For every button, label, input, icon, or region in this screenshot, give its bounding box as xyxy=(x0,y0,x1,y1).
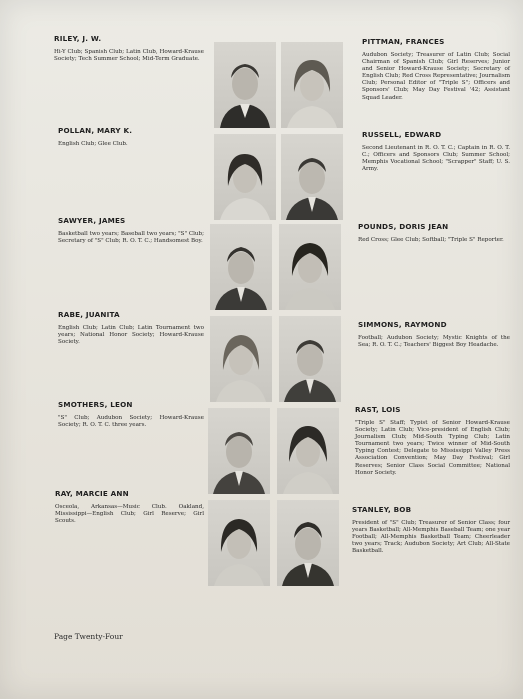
entry-ray xyxy=(55,489,204,525)
entry-pittman xyxy=(362,37,510,102)
portrait-smothers xyxy=(208,408,270,494)
portrait-rast xyxy=(277,408,339,494)
portrait-russell xyxy=(281,134,343,220)
entry-pollan xyxy=(58,126,204,148)
entry-rabe xyxy=(58,310,204,346)
portrait-riley xyxy=(214,42,276,128)
student-activities: Audubon Society; Treasurer of Latin Club; Social Chairman of Spanish Club; Girl Reserves; Junior and Senior Howard-Krause Society; Secretary of English Club; Red Cross Representative; Journalism Club; Personal Editor of "Triple S"; Officers and Sponsors' Club; May Day Festival '42; Assistant Squad Leader. xyxy=(362,52,510,101)
entry-russell xyxy=(362,130,510,173)
student-name: SAWYER, JAMES xyxy=(58,216,126,225)
student-activities: English Club; Latin Club; Latin Tournament two years; National Honor Society; Howard-Krause Society. xyxy=(58,325,204,346)
student-name: RAST, LOIS xyxy=(355,405,401,414)
student-name: PITTMAN, FRANCES xyxy=(362,37,445,46)
portrait-stanley xyxy=(277,500,339,586)
student-activities: Football; Audubon Society; Mystic Knights of the Sea; R. O. T. C.; Teachers' Biggest Boy Headache. xyxy=(358,335,510,349)
student-activities: English Club; Glee Club. xyxy=(58,141,128,147)
entry-riley xyxy=(54,34,204,63)
portrait-ray xyxy=(208,500,270,586)
student-name: RABE, JUANITA xyxy=(58,310,120,319)
page-number: Page Twenty-Four xyxy=(54,632,123,641)
student-activities: President of "S" Club; Treasurer of Senior Class; four years Basketball; All-Memphis Baseball Team; one year Football; All-Memphis Basketball Team; Cheerleader two years; Track; Audubon Society; Art Club; All-State Basketball. xyxy=(352,520,510,555)
student-name: RAY, MARCIE ANN xyxy=(55,489,129,498)
student-name: STANLEY, BOB xyxy=(352,505,412,514)
student-name: SMOTHERS, LEON xyxy=(58,400,133,409)
student-activities: "S" Club; Audubon Society; Howard-Krause Society; R. O. T. C. three years. xyxy=(58,415,204,429)
student-activities: Second Lieutenant in R. O. T. C.; Captain in R. O. T. C.; Officers and Sponsors Club; Summer School; Memphis Vocational School; "Scrapper" Staff; U. S. Army. xyxy=(362,145,510,173)
student-name: SIMMONS, RAYMOND xyxy=(358,320,447,329)
entry-smothers xyxy=(58,400,204,429)
student-name: POLLAN, MARY K. xyxy=(58,126,133,135)
entry-simmons xyxy=(358,320,510,349)
student-activities: "Triple S" Staff; Typist of Senior Howard-Krause Society; Latin Club; Vice-president of English Club; Journalism Club; Mid-South Typing Club; Latin Tournament two years; Twice winner of Mid-South Typing Contest; Delegate to Mississippi Valley Press Association Convention; May Day Festival; Girl Reserves; Senior Class Social Committee; National Honor Society. xyxy=(355,420,510,476)
student-activities: Basketball two years; Baseball two years; "S" Club; Secretary of "S" Club; R. O. T. C.; Handsomest Boy. xyxy=(58,231,204,245)
entry-sawyer xyxy=(58,216,204,245)
portrait-sawyer xyxy=(210,224,272,310)
entry-stanley xyxy=(352,505,510,555)
student-name: RUSSELL, EDWARD xyxy=(362,130,442,139)
entry-pounds xyxy=(358,222,510,244)
student-name: RILEY, J. W. xyxy=(54,34,102,43)
portrait-pittman xyxy=(281,42,343,128)
portrait-simmons xyxy=(279,316,341,402)
portrait-rabe xyxy=(210,316,272,402)
portrait-pounds xyxy=(279,224,341,310)
student-activities: Osceola, Arkansas—Music Club. Oakland, Mississippi—English Club; Girl Reserve; Girl Scouts. xyxy=(55,504,204,525)
student-name: POUNDS, DORIS JEAN xyxy=(358,222,449,231)
student-activities: Hi-Y Club; Spanish Club; Latin Club, Howard-Krause Society; Tech Summer School; Mid-Term Graduate. xyxy=(54,49,204,63)
student-activities: Red Cross; Glee Club; Softball; "Triple S" Reporter. xyxy=(358,237,504,243)
entry-rast xyxy=(355,405,510,477)
portrait-pollan xyxy=(214,134,276,220)
